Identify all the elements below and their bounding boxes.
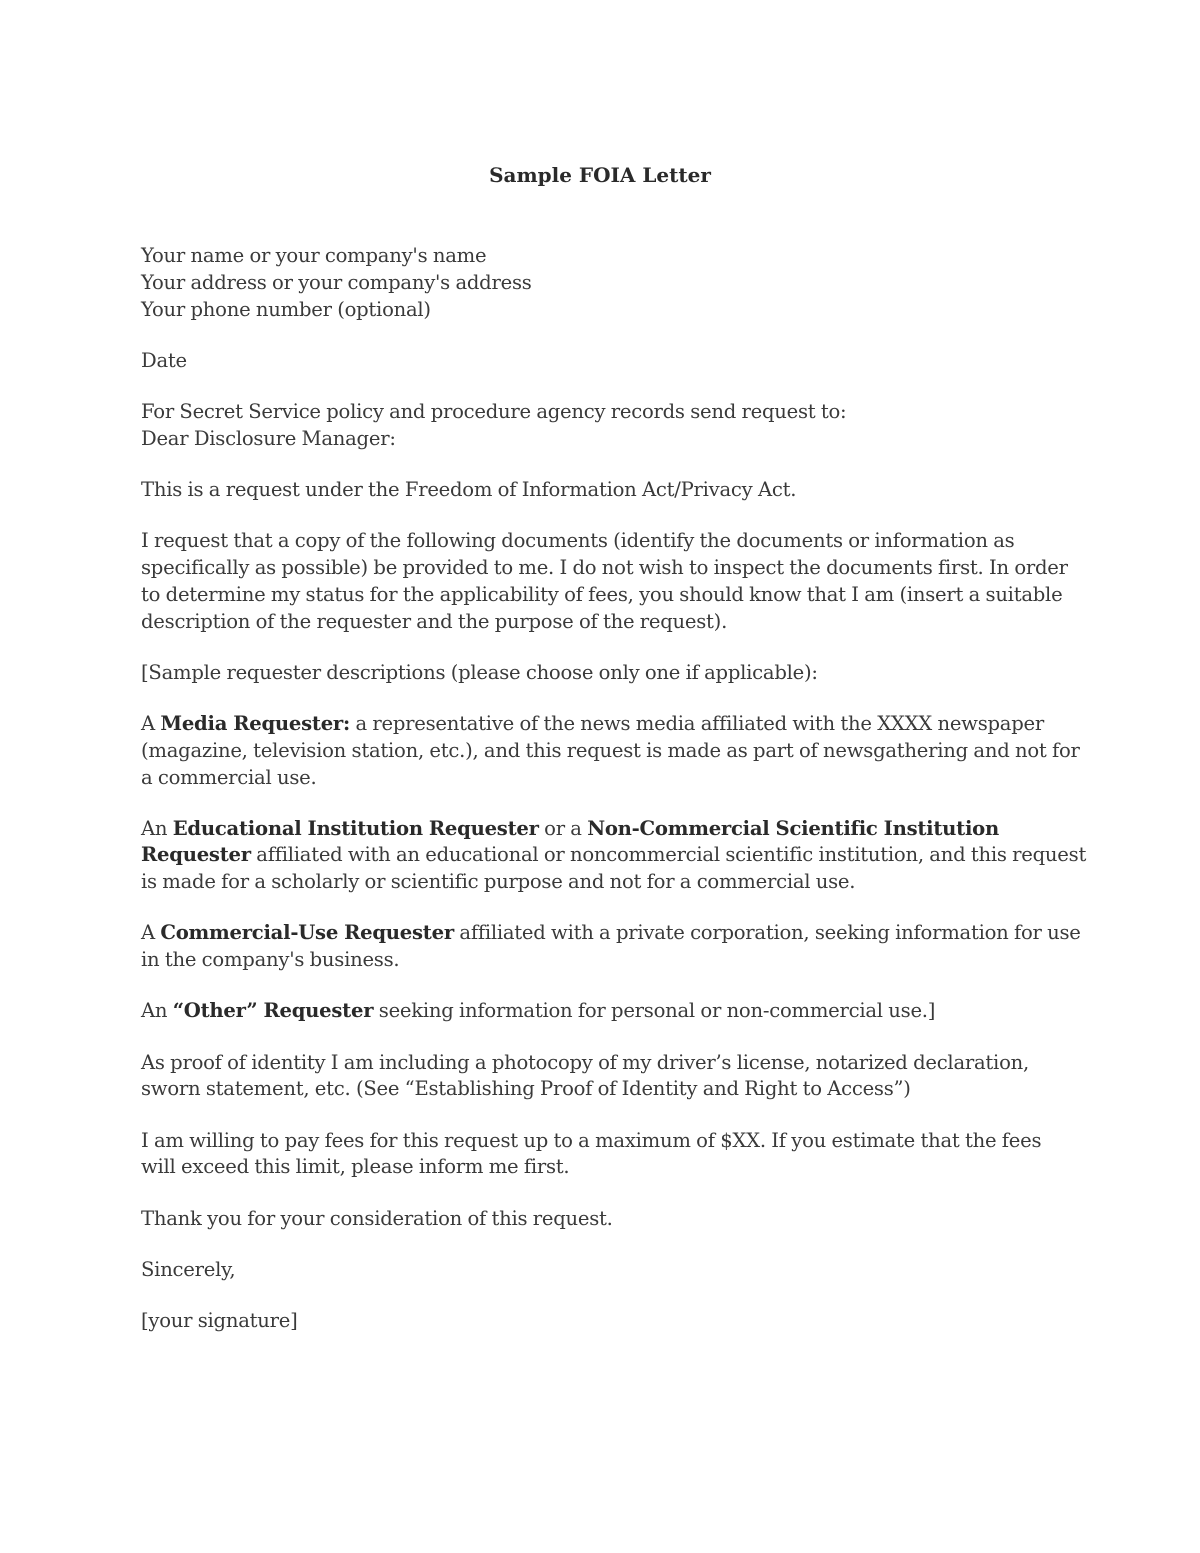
media-line-2: (magazine, television station, etc.), and this request is made as part of newsgathering and not for [141, 738, 1080, 762]
commercial-line-1 [141, 920, 1081, 947]
identity-line: As proof of identity I am including a photocopy of my driver’s license, notarized declaration, [141, 1050, 1029, 1074]
other-line-rest: seeking information for personal or non-commercial use.] [373, 999, 936, 1023]
intro-paragraph [141, 477, 1071, 504]
commercial-requester-paragraph [141, 920, 1081, 974]
educational-line-2 [141, 842, 1087, 869]
commercial-prefix: A [141, 921, 161, 945]
document-title: Sample FOIA Letter [489, 163, 711, 187]
fees-paragraph [141, 1128, 1071, 1182]
commercial-requester-label: Commercial-Use Requester [160, 921, 454, 945]
intro-text: This is a request under the Freedom of Information Act/Privacy Act. [141, 477, 797, 501]
request-paragraph [141, 528, 1071, 635]
routing-block [141, 399, 1071, 453]
educational-requester-paragraph [141, 816, 1087, 896]
other-requester-paragraph [141, 998, 1071, 1025]
requester-label: Requester [141, 843, 251, 867]
non-commercial-scientific-label: Non-Commercial Scientific Institution [587, 816, 999, 840]
identity-paragraph [141, 1050, 1071, 1104]
sender-address-line: Your address or your company's address [141, 270, 532, 294]
commercial-line-2: in the company's business. [141, 948, 400, 972]
fees-line: I am willing to pay fees for this request up to a maximum of $XX. If you estimate that the fees [141, 1128, 1042, 1152]
fees-line: will exceed this limit, please inform me first. [141, 1155, 570, 1179]
media-requester-paragraph [141, 711, 1080, 791]
other-prefix: An [141, 999, 173, 1023]
request-line: description of the requester and the purpose of the request). [141, 609, 728, 633]
media-prefix: A [141, 711, 161, 735]
other-line-1 [141, 998, 1071, 1025]
signature-paragraph [141, 1308, 1071, 1335]
media-line-1 [141, 711, 1071, 738]
sender-block [141, 243, 1071, 323]
educational-line-1 [141, 816, 1071, 843]
educational-prefix: An [141, 816, 173, 840]
educational-requester-label: Educational Institution Requester [172, 816, 539, 840]
commercial-line-1-rest: affiliated with a private corporation, seeking information for use [453, 921, 1081, 945]
media-line-3: a commercial use. [141, 765, 317, 789]
salutation: Dear Disclosure Manager: [141, 426, 396, 450]
descriptions-intro [141, 660, 1071, 687]
date-line [141, 348, 1071, 375]
letter-body [141, 243, 1087, 1335]
educational-line-3: is made for a scholarly or scientific purpose and not for a commercial use. [141, 870, 856, 894]
media-line-1-rest: a representative of the news media affiliated with the XXXX newspaper [349, 711, 1044, 735]
routing-line: For Secret Service policy and procedure agency records send request to: [141, 399, 847, 423]
signature-placeholder: [your signature] [141, 1308, 298, 1332]
descriptions-intro-text: [Sample requester descriptions (please choose only one if applicable): [141, 660, 818, 684]
closing-text: Sincerely, [141, 1257, 236, 1281]
media-requester-label: Media Requester: [160, 711, 350, 735]
closing-paragraph [141, 1257, 1071, 1284]
request-line: to determine my status for the applicability of fees, you should know that I am (insert a suitable [141, 582, 1063, 606]
request-line: specifically as possible) be provided to me. I do not wish to inspect the documents first. In order [141, 555, 1068, 579]
thanks-paragraph [141, 1206, 1071, 1233]
thanks-text: Thank you for your consideration of this request. [141, 1206, 613, 1230]
request-line: I request that a copy of the following documents (identify the documents or information as [141, 529, 1015, 553]
other-requester-label: “Other” Requester [172, 999, 374, 1023]
educational-line-2-rest: affiliated with an educational or noncommercial scientific institution, and this request [250, 843, 1087, 867]
sender-phone-line: Your phone number (optional) [141, 297, 431, 321]
sender-name-line: Your name or your company's name [141, 244, 487, 267]
identity-line: sworn statement, etc. (See “Establishing Proof of Identity and Right to Access”) [141, 1077, 911, 1101]
educational-middle: or a [538, 816, 588, 840]
date-text: Date [141, 348, 187, 372]
